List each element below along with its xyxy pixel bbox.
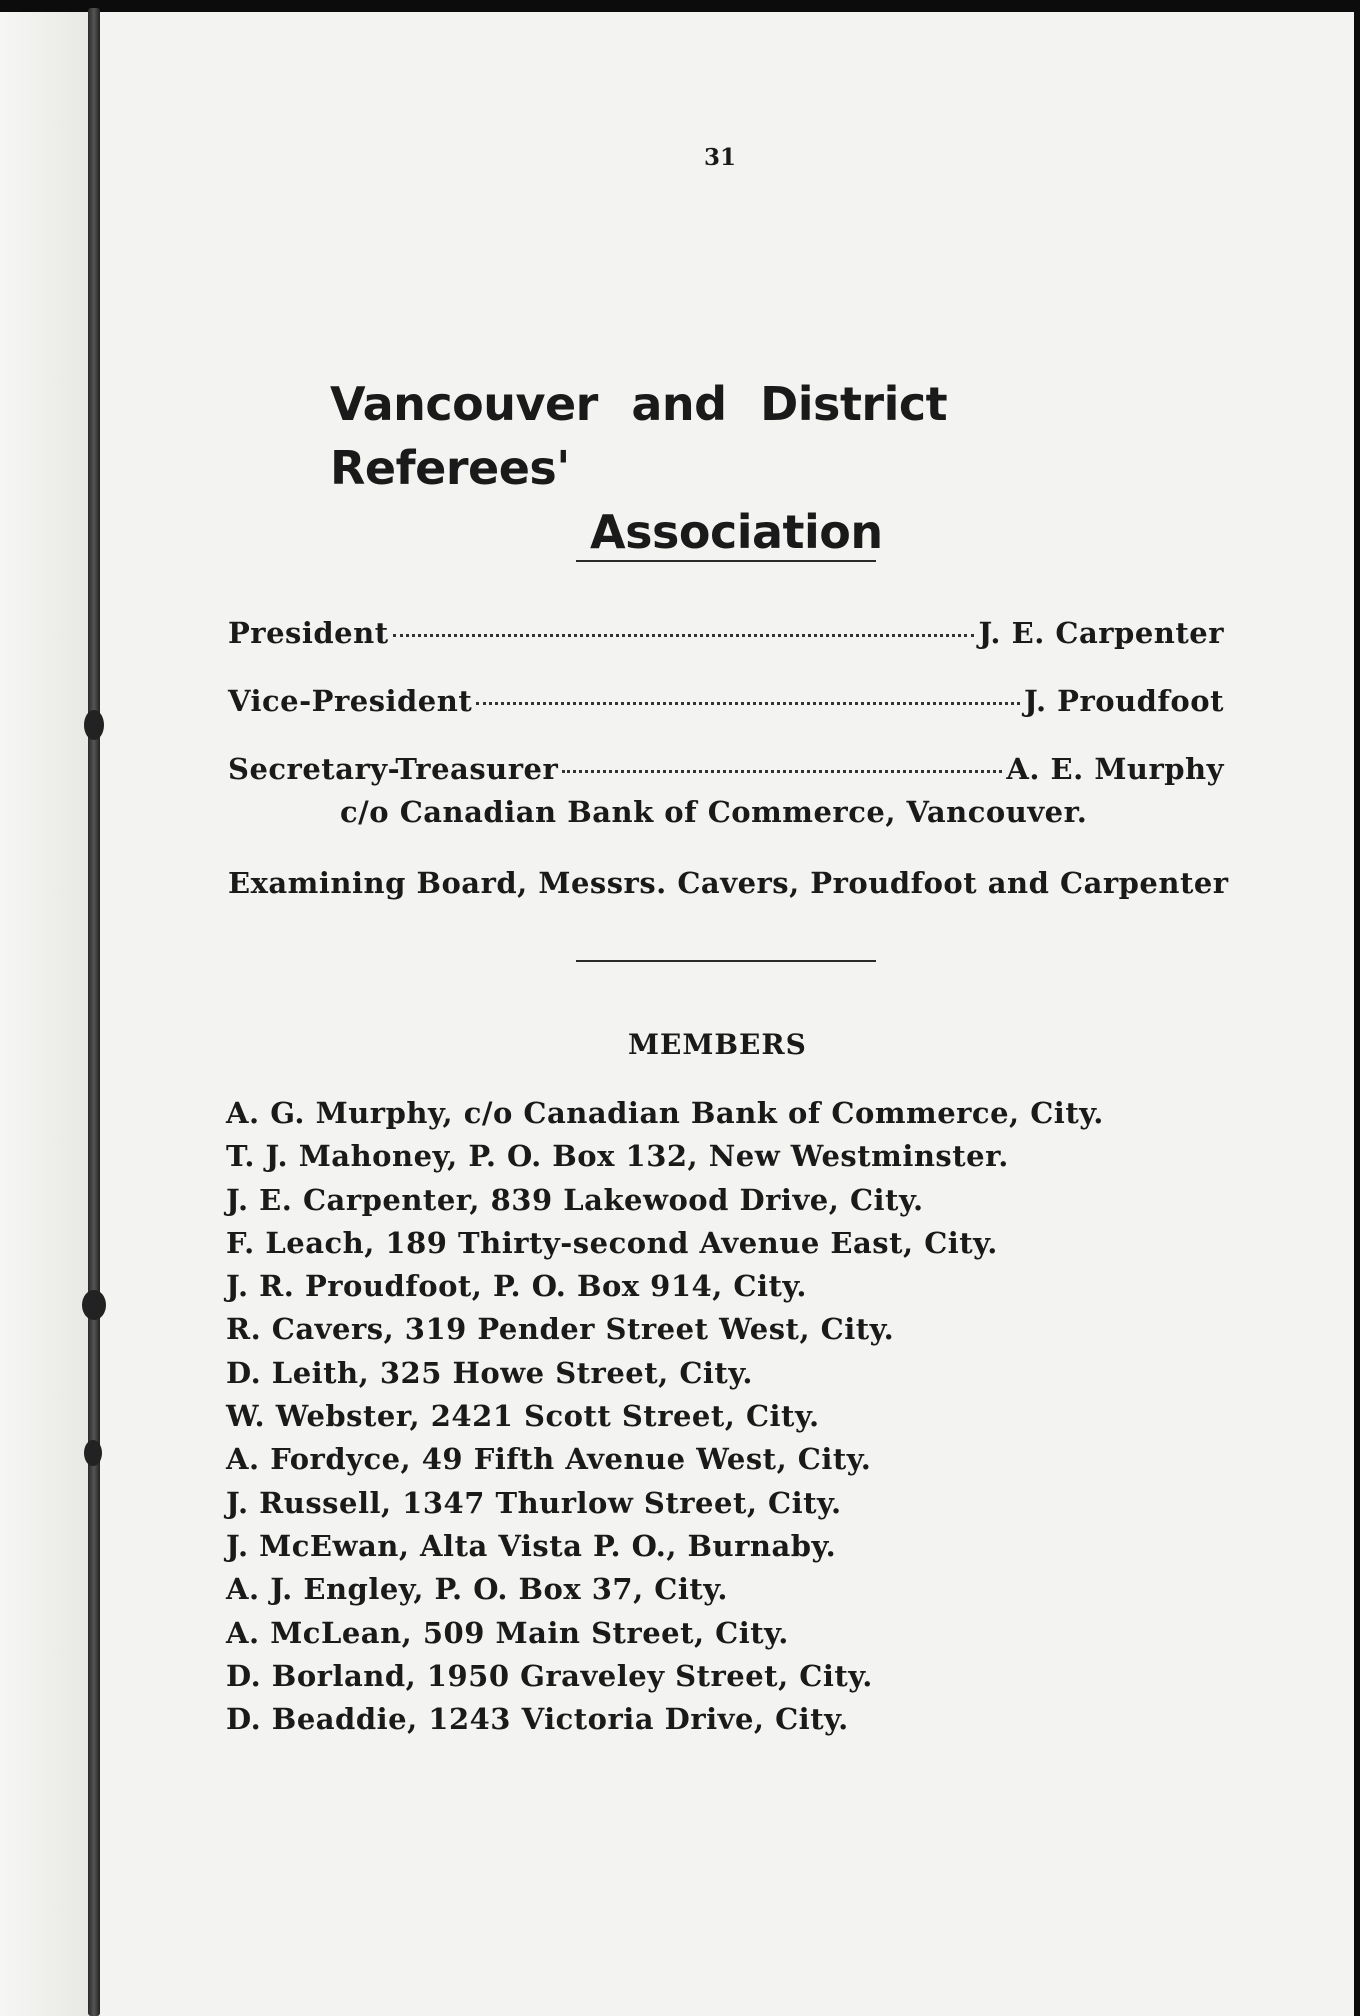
facing-page-margin <box>0 12 88 2016</box>
officer-row-president <box>228 616 1224 650</box>
examining-board: Examining Board, Messrs. Cavers, Proudfoot and Carpenter <box>228 866 1229 900</box>
officer-name: J. Proudfoot <box>1023 684 1224 718</box>
title-line-1: Vancouver and District Referees' <box>330 377 948 495</box>
member-entry: R. Cavers, 319 Pender Street West, City. <box>226 1312 895 1347</box>
dot-leader <box>393 634 975 637</box>
member-entry: A. J. Engley, P. O. Box 37, City. <box>226 1572 728 1607</box>
officer-row-secretary-treasurer <box>228 752 1224 786</box>
officer-role: Vice-President <box>228 684 473 718</box>
officer-name: A. E. Murphy <box>1006 752 1224 786</box>
member-entry: D. Leith, 325 Howe Street, City. <box>226 1355 753 1390</box>
page-title <box>330 372 1130 564</box>
divider-top <box>576 560 876 562</box>
members-list <box>226 1092 1104 1741</box>
binding-stitch-mark <box>82 1290 106 1320</box>
member-entry: A. G. Murphy, c/o Canadian Bank of Commerce, City. <box>226 1096 1104 1130</box>
divider-bottom <box>576 960 876 962</box>
scan-right-edge <box>1354 0 1360 2016</box>
member-entry: A. McLean, 509 Main Street, City. <box>226 1615 789 1650</box>
member-entry: A. Fordyce, 49 Fifth Avenue West, City. <box>226 1442 872 1477</box>
officer-name: J. E. Carpenter <box>978 616 1224 650</box>
officer-role: Secretary-Treasurer <box>228 752 559 786</box>
page-number: 31 <box>703 144 736 171</box>
member-entry: J. Russell, 1347 Thurlow Street, City. <box>226 1485 842 1520</box>
member-entry: J. E. Carpenter, 839 Lakewood Drive, City. <box>226 1182 924 1217</box>
binding-stitch-mark <box>84 710 104 740</box>
binding-stitch-mark <box>84 1440 102 1466</box>
scan-top-edge <box>0 0 1360 12</box>
title-line-2: Association <box>590 505 883 559</box>
officer-row-vice-president <box>228 684 1224 718</box>
officer-role: President <box>228 616 389 650</box>
member-entry: T. J. Mahoney, P. O. Box 132, New Westminster. <box>226 1139 1009 1174</box>
member-entry: D. Borland, 1950 Graveley Street, City. <box>226 1658 873 1693</box>
book-binding <box>88 8 100 2016</box>
member-entry: D. Beaddie, 1243 Victoria Drive, City. <box>226 1702 849 1737</box>
dot-leader <box>476 702 1020 705</box>
members-heading: MEMBERS <box>628 1028 807 1061</box>
secretary-address: c/o Canadian Bank of Commerce, Vancouver. <box>340 795 1088 829</box>
dot-leader <box>562 770 1002 773</box>
member-entry: J. R. Proudfoot, P. O. Box 914, City. <box>226 1269 808 1304</box>
member-entry: F. Leach, 189 Thirty-second Avenue East, City. <box>226 1225 998 1260</box>
member-entry: J. McEwan, Alta Vista P. O., Burnaby. <box>226 1528 837 1563</box>
member-entry: W. Webster, 2421 Scott Street, City. <box>226 1399 820 1434</box>
